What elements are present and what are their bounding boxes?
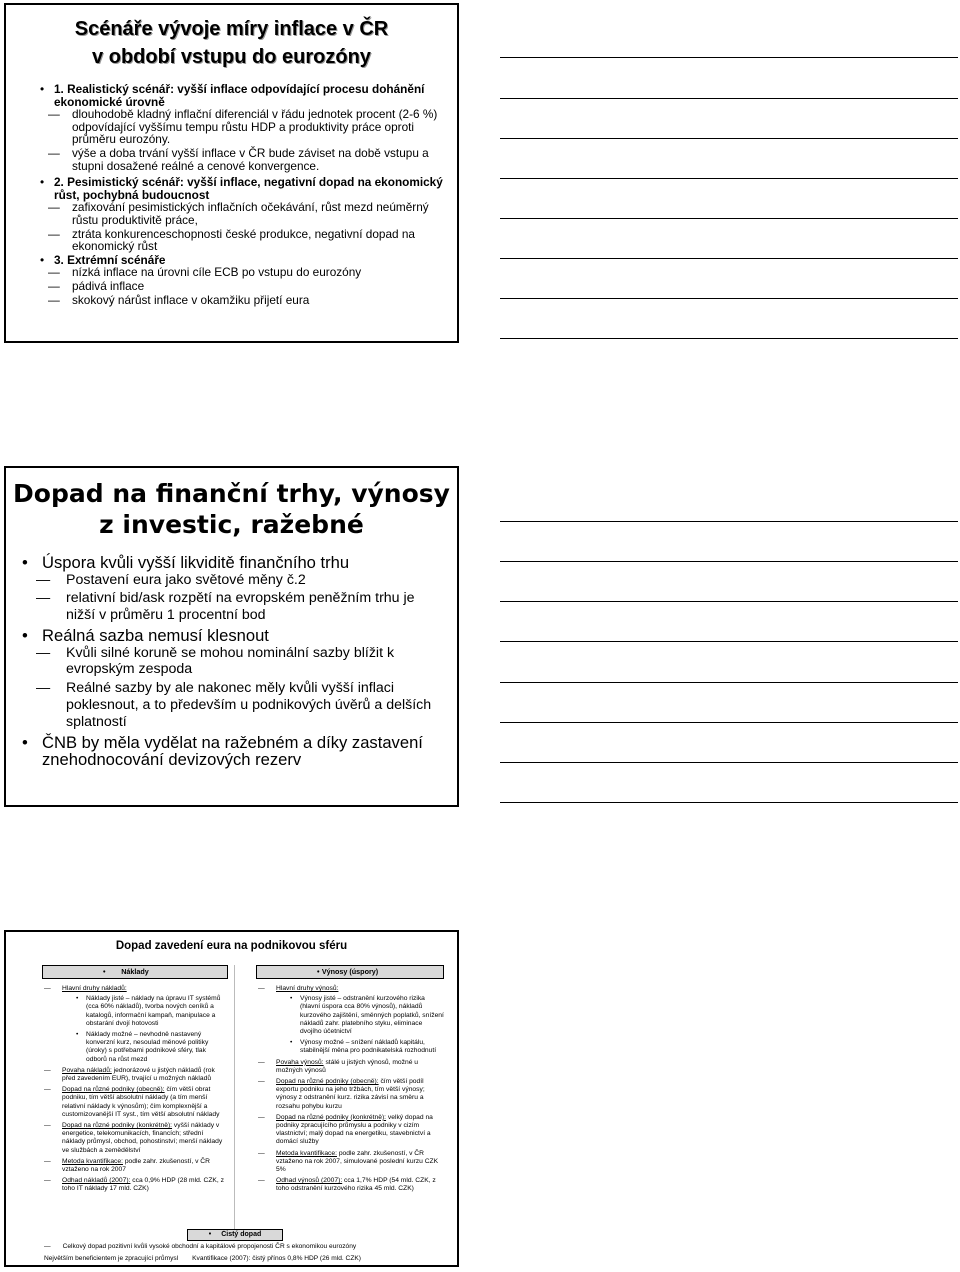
slide-financial-markets <box>4 466 459 807</box>
impact-subitem: — relativní bid/ask rozpětí na evropském peněžním trhu je nižší v průměru 1 procentní bod <box>36 590 415 624</box>
scenario-item: • 2. Pesimistický scénář: vyšší inflace, negativní dopad na ekonomický růst, pochybná budoucnost — zafixování pesimistických inflačních očekávání, růst mezd neúměrný růstu produktivitě práce, — ztráta konkurenceschopnosti české produkce, negativní dopad na ekonomický růst <box>54 176 449 253</box>
revenues-item: — Dopad na různé podniky (konkrétně): velký dopad na podniky zpracujícího průmyslu a podniky v cizím vlastnictví; malý dopad na energetiku, stavebnictví a domácí služby <box>258 1113 433 1146</box>
costs-item: — Dopad na různé podniky (konkrétně): vyšší náklady v energetice, telekomunikacích, financích; střední náklady průmysl, obchod, pohostinství; menší náklady ve službách a zemědělství <box>44 1122 223 1154</box>
impact-item: • Úspora kvůli vyšší likviditě finančního trhu — Postavení eura jako světové měny č.2 — relativní bid/ask rozpětí na evropském peněžním trhu je nižší v průměru 1 procentní bod <box>42 554 447 624</box>
note-line <box>500 218 958 219</box>
impact-item: • Reálná sazba nemusí klesnout — Kvůli silné koruně se mohou nominální sazby blížit k evropským zespoda — Reálné sazby by ale nakonec měly kvůli vyšší inflaci poklesnout, a to především u podnikových úvěrů a delších splatností <box>42 627 447 731</box>
note-line <box>500 138 958 139</box>
costs-item: — Hlavní druhy nákladů: • Náklady jisté – náklady na úpravu IT systémů (cca 60% nákladů), tvorba nových ceníků a katalogů, informační kampaň, manipulace a obstarání dvojí hotovosti • Náklady možné – nevhodně nastavený konverzní kurz, nesoulad měnové politiky (úroky) s potřebami podnikové sféry, tlak odborů na růst mezd <box>62 985 228 1064</box>
note-line <box>500 802 958 803</box>
note-line <box>500 641 958 642</box>
impact-subitem: — Postavení eura jako světové měny č.2 <box>36 571 306 588</box>
slide-title: Dopad zavedení eura na podnikovou sféru <box>115 940 348 952</box>
costs-header: • Náklady <box>42 965 228 979</box>
revenues-item: — Metoda kvantifikace: podle zahr. zkušeností, v ČR vztaženo na rok 2007, simulované poslední kurzu CZK 5% <box>258 1149 439 1174</box>
impact-list <box>22 553 447 770</box>
scenario-subitem: — nízká inflace na úrovni cíle ECB po vstupu do eurozóny <box>48 265 362 280</box>
revenues-item: — Povaha výnosů: stálé u jistých výnosů, možné u možných výnosů <box>258 1058 419 1074</box>
net-impact-summary: — Celkový dopad pozitivní kvůli vysoké obchodní a kapitálové propojenosti ČR s ekonomikou eurozóny <box>44 1243 357 1250</box>
scenario-item: • 1. Realistický scénář: vyšší inflace odpovídající procesu dohánění ekonomické úrovně — dlouhodobě kladný inflační diferenciál v řádu jednotek procent (2-6 %) odpovídající vyššímu tempu růstu HDP a produktivity práce oproti průměru eurozóny. — výše a doba trvání vyšší inflace v ČR bude záviset na době vstupu a stupni dosažené reálné a cenové konvergence. <box>54 83 449 172</box>
costs-column <box>42 965 228 1197</box>
note-line <box>500 57 958 58</box>
note-line <box>500 722 958 723</box>
note-line <box>500 338 958 339</box>
costs-subitem: • Náklady jisté – náklady na úpravu IT systémů (cca 60% nákladů), tvorba nových ceníků a katalogů, informační kampaň, manipulace a obstarání dvojí hotovosti <box>76 995 221 1027</box>
impact-subitem: — Reálné sazby by ale nakonec měly kvůli vyšší inflaci poklesnout, a to především u podnikových úvěrů a delších splatností <box>36 680 432 730</box>
note-line <box>500 561 958 562</box>
revenues-header: • Výnosy (úspory) <box>256 965 444 979</box>
revenues-subitem: • Výnosy jisté – odstranění kurzového rizika (hlavní úspora cca 80% výnosů), nákladů kurzového zajištění, směnných poplatků, snížení nákladů zahr. platebního styku, eliminace dvojího účetnictví <box>290 995 444 1036</box>
column-divider <box>234 965 235 1229</box>
costs-item: — Metoda kvantifikace: podle zahr. zkušeností, v ČR vztaženo na rok 2007 <box>44 1157 210 1174</box>
net-impact-header: • Čistý dopad <box>187 1229 283 1241</box>
costs-item: — Dopad na různé podniky (obecně): čím větší obrat podniku, tím větší absolutní náklady (a tím menší relativní náklady k výnosům); čím komplexnější a customizovanější IT syst., tím větší absolutní náklady <box>44 1086 220 1118</box>
slide-business-impact <box>4 930 459 1267</box>
scenario-subitem: — skokový nárůst inflace v okamžiku přijetí eura <box>48 292 310 307</box>
revenues-subitem: • Výnosy možné – snížení nákladů kapitálu, stabilnější měna pro podnikatelská rozhodnutí <box>290 1039 437 1055</box>
revenues-item: — Odhad výnosů (2007): cca 1,7% HDP (54 mld. CZK, z toho odstranění kurzového rizika 45 mld. CZK) <box>258 1177 436 1193</box>
costs-item: — Odhad nákladů (2007): cca 0,9% HDP (28 mld. CZK, z toho IT náklady 17 mld. CZK) <box>44 1177 224 1193</box>
impact-item: • ČNB by měla vydělat na ražebném a díky zastavení znehodnocování devizových rezerv <box>22 732 423 770</box>
note-line <box>500 601 958 602</box>
note-line <box>500 682 958 683</box>
note-line <box>500 298 958 299</box>
scenario-subitem: — ztráta konkurenceschopnosti české produkce, negativní dopad na ekonomický růst <box>48 226 415 254</box>
net-impact-details: Největším beneficientem je zpracující průmysl Kvantifikace (2007): čistý přínos 0,8% HDP (26 mld. CZK) <box>44 1255 361 1262</box>
revenues-item: — Dopad na různé podniky (obecně): čím větší podíl exportu podniku na jeho tržbách, tím větší výnosy; výnosy z odstranění kurz. rizika závisí na směru a rozsahu pohybu kurzu <box>258 1078 425 1110</box>
scenario-item: • 3. Extrémní scénáře — nízká inflace na úrovni cíle ECB po vstupu do eurozóny — pádivá inflace — skokový nárůst inflace v okamžiku přijetí eura <box>54 254 449 306</box>
slide-inflation-scenarios <box>4 3 459 343</box>
revenues-column <box>256 965 444 1197</box>
note-line <box>500 98 958 99</box>
note-line <box>500 762 958 763</box>
note-line <box>500 521 958 522</box>
impact-subitem: — Kvůli silné koruně se mohou nominální sazby blížit k evropským zespoda <box>36 644 395 678</box>
scenario-list <box>40 82 449 307</box>
slide-title: Dopad na finanční trhy, výnosy z investic, ražebné <box>13 479 450 539</box>
costs-item: — Povaha nákladů: jednorázové u jistých nákladů (rok před zavedením EUR), trvající u možných nákladů <box>44 1066 215 1083</box>
scenario-subitem: — dlouhodobě kladný inflační diferenciál v řádu jednotek procent (2-6 %) odpovídající vyššímu tempu růstu HDP a produktivity práce oproti průměru eurozóny. <box>48 107 438 147</box>
slide-title: Scénáře vývoje míry inflace v ČR v období vstupu do eurozóny <box>74 18 389 68</box>
costs-subitem: • Náklady možné – nevhodně nastavený konverzní kurz, nesoulad měnové politiky (úroky) s potřebami podnikové sféry, tlak odborů na růst mezd <box>76 1031 209 1063</box>
note-line <box>500 258 958 259</box>
scenario-subitem: — zafixování pesimistických inflačních očekávání, růst mezd neúměrný růstu produktivitě práce, <box>48 200 429 227</box>
revenues-item: — Hlavní druhy výnosů: • Výnosy jisté – odstranění kurzového rizika (hlavní úspora cca 80% výnosů), nákladů kurzového zajištění, směnných poplatků, snížení nákladů zahr. platebního styku, eliminace dvojího účetnictví • Výnosy možné – snížení nákladů kapitálu, stabilnější měna pro podnikatelská rozhodnutí <box>258 985 444 1055</box>
scenario-subitem: — výše a doba trvání vyšší inflace v ČR bude záviset na době vstupu a stupni dosažené reálné a cenové konvergence. <box>48 145 429 173</box>
note-line <box>500 178 958 179</box>
scenario-subitem: — pádivá inflace <box>48 278 145 293</box>
